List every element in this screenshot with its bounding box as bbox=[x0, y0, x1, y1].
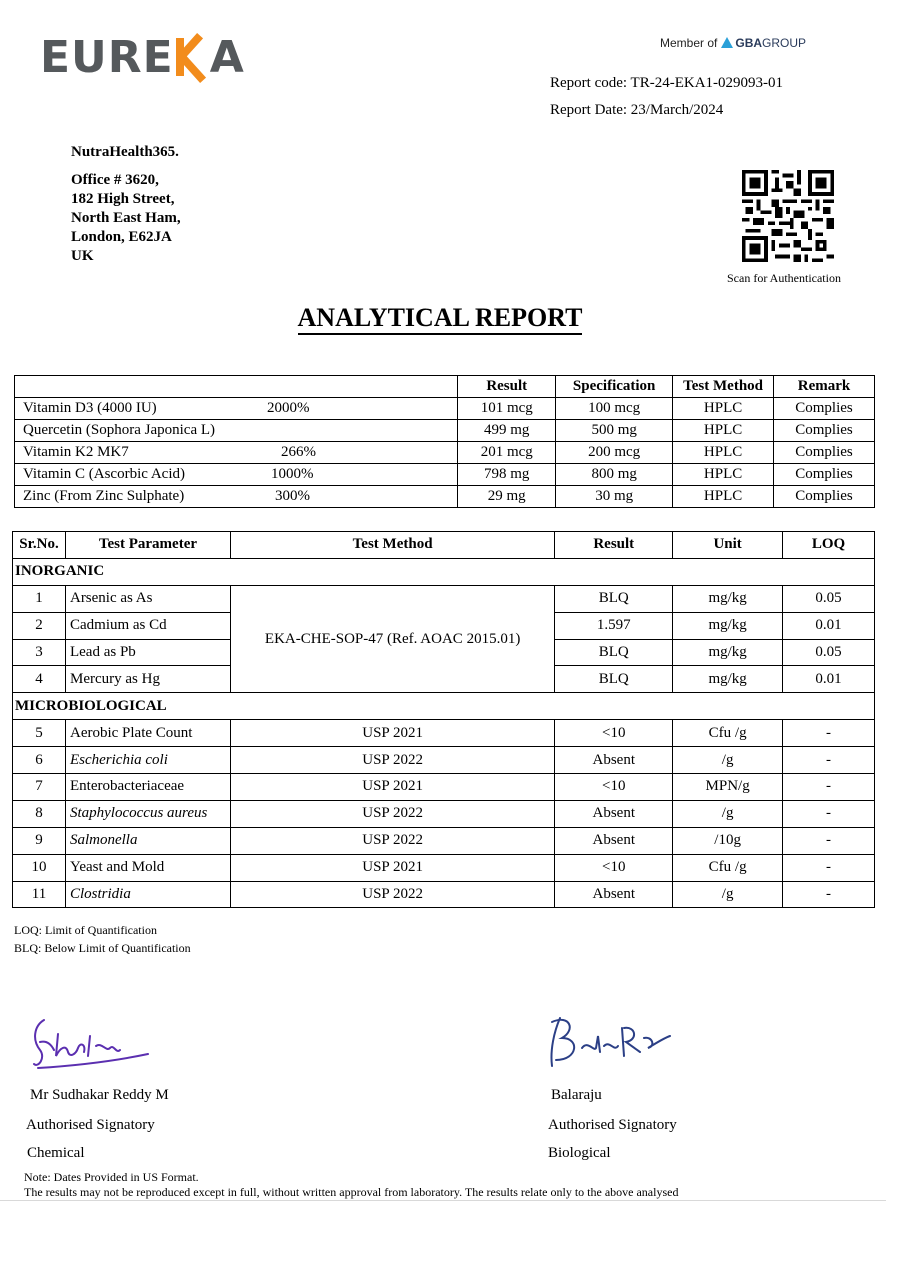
assay-header-remark: Remark bbox=[774, 376, 875, 398]
test-unit: /g bbox=[673, 881, 783, 908]
header-loq: LOQ bbox=[783, 532, 875, 559]
test-parameter: Cadmium as Cd bbox=[65, 612, 230, 639]
test-result: Absent bbox=[555, 827, 673, 854]
sr-no: 9 bbox=[13, 827, 66, 854]
test-result: Absent bbox=[555, 881, 673, 908]
sr-no: 7 bbox=[13, 774, 66, 801]
signatory-right-dept: Biological bbox=[548, 1145, 611, 1161]
test-loq: 0.01 bbox=[783, 612, 875, 639]
signatory-right-role: Authorised Signatory bbox=[548, 1117, 677, 1133]
header-result: Result bbox=[555, 532, 673, 559]
assay-remark: Complies bbox=[774, 420, 875, 442]
logo-text-prefix: EURE bbox=[40, 32, 174, 83]
eureka-logo bbox=[40, 32, 245, 83]
assay-percent: 300% bbox=[275, 488, 310, 504]
test-loq: 0.05 bbox=[783, 585, 875, 612]
test-result: Absent bbox=[555, 747, 673, 774]
test-loq: 0.05 bbox=[783, 639, 875, 666]
address-line: Office # 3620, bbox=[71, 172, 159, 188]
table-row bbox=[15, 486, 875, 508]
test-unit: Cfu /g bbox=[673, 720, 783, 747]
client-address bbox=[71, 171, 181, 266]
test-parameter: Mercury as Hg bbox=[65, 666, 230, 693]
section-label: MICROBIOLOGICAL bbox=[13, 693, 875, 720]
member-of-gba bbox=[660, 36, 806, 50]
assay-header-method: Test Method bbox=[673, 376, 774, 398]
member-label: Member of bbox=[660, 36, 718, 50]
test-unit: MPN/g bbox=[673, 774, 783, 801]
assay-result: 499 mg bbox=[458, 420, 556, 442]
test-parameter-table bbox=[12, 531, 875, 908]
table-row bbox=[15, 442, 875, 464]
table-row bbox=[13, 720, 875, 747]
test-unit: /g bbox=[673, 800, 783, 827]
test-parameter: Enterobacteriaceae bbox=[65, 774, 230, 801]
test-result: <10 bbox=[555, 854, 673, 881]
assay-result: 201 mcg bbox=[458, 442, 556, 464]
test-result: Absent bbox=[555, 800, 673, 827]
test-result: 1.597 bbox=[555, 612, 673, 639]
sr-no: 10 bbox=[13, 854, 66, 881]
assay-spec: 30 mg bbox=[556, 486, 673, 508]
footer-notes bbox=[24, 1170, 678, 1200]
footer-disclaimer: The results may not be reproduced except in full, without written approval from laboratory. The results relate only to the above analysed bbox=[24, 1185, 679, 1199]
assay-name: Vitamin K2 MK7 bbox=[23, 444, 129, 460]
table-row bbox=[13, 827, 875, 854]
loq-note: LOQ: Limit of Quantification bbox=[14, 923, 157, 937]
assay-spec: 100 mcg bbox=[556, 398, 673, 420]
assay-header-name bbox=[15, 376, 458, 398]
sr-no: 11 bbox=[13, 881, 66, 908]
address-line: North East Ham, bbox=[71, 210, 181, 226]
logo-k-mark bbox=[174, 36, 210, 74]
test-method: USP 2022 bbox=[230, 827, 554, 854]
test-unit: mg/kg bbox=[673, 639, 783, 666]
signature-balaraju bbox=[540, 1008, 680, 1072]
assay-table bbox=[14, 375, 875, 508]
sr-no: 1 bbox=[13, 585, 66, 612]
assay-header-result: Result bbox=[458, 376, 556, 398]
test-result: <10 bbox=[555, 720, 673, 747]
member-group: GROUP bbox=[762, 36, 807, 50]
assay-method: HPLC bbox=[673, 442, 774, 464]
test-unit: Cfu /g bbox=[673, 854, 783, 881]
inorganic-method: EKA-CHE-SOP-47 (Ref. AOAC 2015.01) bbox=[230, 585, 554, 693]
test-parameter: Arsenic as As bbox=[65, 585, 230, 612]
assay-remark: Complies bbox=[774, 442, 875, 464]
test-parameter: Clostridia bbox=[65, 881, 230, 908]
table-row bbox=[13, 800, 875, 827]
footer-date-note: Note: Dates Provided in US Format. bbox=[24, 1170, 199, 1184]
assay-percent: 1000% bbox=[271, 466, 314, 482]
header-test-method: Test Method bbox=[230, 532, 554, 559]
abbreviation-notes bbox=[14, 921, 191, 957]
test-result: BLQ bbox=[555, 639, 673, 666]
test-unit: mg/kg bbox=[673, 585, 783, 612]
assay-remark: Complies bbox=[774, 398, 875, 420]
assay-remark: Complies bbox=[774, 486, 875, 508]
signatory-right-name: Balaraju bbox=[551, 1087, 602, 1103]
test-method: USP 2022 bbox=[230, 747, 554, 774]
report-date: Report Date: 23/March/2024 bbox=[550, 102, 724, 118]
assay-remark: Complies bbox=[774, 464, 875, 486]
sr-no: 4 bbox=[13, 666, 66, 693]
signatory-left-dept: Chemical bbox=[27, 1145, 85, 1161]
assay-header-row bbox=[15, 376, 875, 398]
assay-percent: 266% bbox=[281, 444, 316, 460]
assay-name: Zinc (From Zinc Sulphate) bbox=[23, 488, 185, 504]
sr-no: 5 bbox=[13, 720, 66, 747]
qr-code-icon[interactable] bbox=[742, 170, 834, 262]
test-loq: - bbox=[783, 800, 875, 827]
table-row bbox=[13, 774, 875, 801]
test-loq: - bbox=[783, 720, 875, 747]
test-method: USP 2021 bbox=[230, 720, 554, 747]
logo-text-suffix: A bbox=[209, 32, 245, 83]
test-unit: /10g bbox=[673, 827, 783, 854]
assay-percent: 2000% bbox=[267, 400, 310, 416]
client-name: NutraHealth365. bbox=[71, 144, 179, 160]
table-row bbox=[15, 398, 875, 420]
sr-no: 3 bbox=[13, 639, 66, 666]
report-code: Report code: TR-24-EKA1-029093-01 bbox=[550, 75, 784, 91]
footer-divider bbox=[0, 1200, 886, 1201]
table-row bbox=[15, 464, 875, 486]
test-loq: - bbox=[783, 881, 875, 908]
address-line: London, E62JA bbox=[71, 229, 172, 245]
test-parameter: Escherichia coli bbox=[65, 747, 230, 774]
test-method: USP 2022 bbox=[230, 881, 554, 908]
header-sr-no: Sr.No. bbox=[13, 532, 66, 559]
assay-spec: 800 mg bbox=[556, 464, 673, 486]
test-method: USP 2021 bbox=[230, 774, 554, 801]
test-unit: mg/kg bbox=[673, 612, 783, 639]
gba-triangle-icon bbox=[721, 37, 733, 48]
table-row bbox=[13, 881, 875, 908]
qr-caption: Scan for Authentication bbox=[727, 271, 841, 285]
test-parameter: Staphylococcus aureus bbox=[65, 800, 230, 827]
test-loq: 0.01 bbox=[783, 666, 875, 693]
assay-result: 798 mg bbox=[458, 464, 556, 486]
test-result: <10 bbox=[555, 774, 673, 801]
sr-no: 6 bbox=[13, 747, 66, 774]
test-loq: - bbox=[783, 774, 875, 801]
blq-note: BLQ: Below Limit of Quantification bbox=[14, 941, 191, 955]
test-parameter: Salmonella bbox=[65, 827, 230, 854]
test-loq: - bbox=[783, 747, 875, 774]
assay-spec: 500 mg bbox=[556, 420, 673, 442]
test-result: BLQ bbox=[555, 585, 673, 612]
assay-result: 29 mg bbox=[458, 486, 556, 508]
signature-sudhakar bbox=[30, 1012, 160, 1076]
assay-result: 101 mcg bbox=[458, 398, 556, 420]
section-label: INORGANIC bbox=[13, 558, 875, 585]
test-parameter: Lead as Pb bbox=[65, 639, 230, 666]
assay-name: Quercetin (Sophora Japonica L) bbox=[23, 422, 216, 438]
test-unit: mg/kg bbox=[673, 666, 783, 693]
assay-method: HPLC bbox=[673, 398, 774, 420]
test-loq: - bbox=[783, 854, 875, 881]
sr-no: 2 bbox=[13, 612, 66, 639]
address-line: 182 High Street, bbox=[71, 191, 175, 207]
table-row bbox=[13, 585, 875, 612]
table-row bbox=[13, 747, 875, 774]
test-header-row bbox=[13, 532, 875, 559]
sr-no: 8 bbox=[13, 800, 66, 827]
test-parameter: Aerobic Plate Count bbox=[65, 720, 230, 747]
assay-method: HPLC bbox=[673, 486, 774, 508]
table-row bbox=[15, 420, 875, 442]
test-loq: - bbox=[783, 827, 875, 854]
assay-header-spec: Specification bbox=[556, 376, 673, 398]
page-title: ANALYTICAL REPORT bbox=[0, 303, 880, 333]
assay-name: Vitamin D3 (4000 IU) bbox=[23, 400, 157, 416]
section-row-microbiological bbox=[13, 693, 875, 720]
address-line: UK bbox=[71, 248, 94, 264]
section-row-inorganic bbox=[13, 558, 875, 585]
signatory-left-name: Mr Sudhakar Reddy M bbox=[30, 1087, 169, 1103]
assay-method: HPLC bbox=[673, 464, 774, 486]
test-method: USP 2021 bbox=[230, 854, 554, 881]
header-test-parameter: Test Parameter bbox=[65, 532, 230, 559]
test-method: USP 2022 bbox=[230, 800, 554, 827]
test-parameter: Yeast and Mold bbox=[65, 854, 230, 881]
assay-name: Vitamin C (Ascorbic Acid) bbox=[23, 466, 185, 482]
header-unit: Unit bbox=[673, 532, 783, 559]
test-unit: /g bbox=[673, 747, 783, 774]
assay-method: HPLC bbox=[673, 420, 774, 442]
signatory-left-role: Authorised Signatory bbox=[26, 1117, 155, 1133]
table-row bbox=[13, 854, 875, 881]
assay-spec: 200 mcg bbox=[556, 442, 673, 464]
member-brand: GBA bbox=[735, 36, 763, 50]
test-result: BLQ bbox=[555, 666, 673, 693]
